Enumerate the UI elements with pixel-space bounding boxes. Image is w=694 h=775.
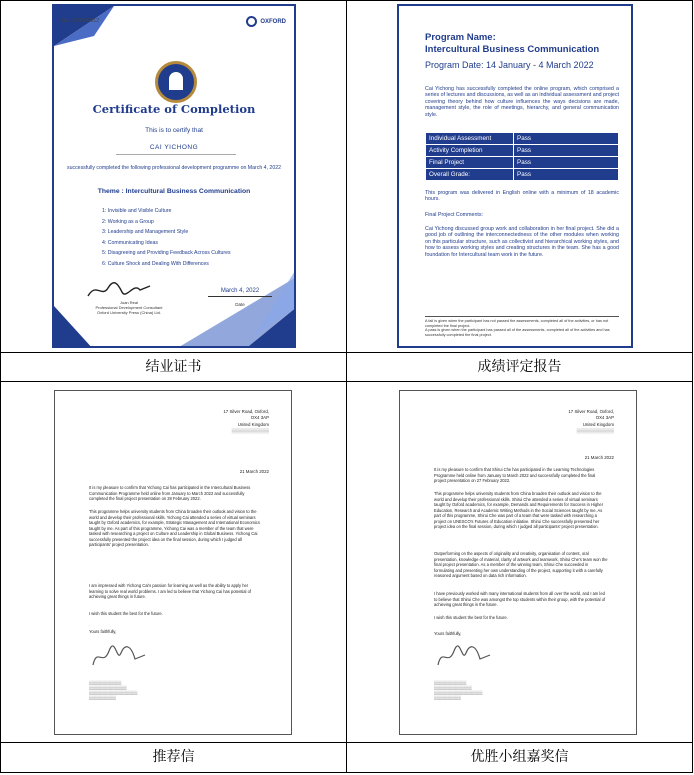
certify-text: This is to certify that xyxy=(145,127,203,134)
table-row: Overall Grade: Pass xyxy=(426,169,619,181)
module-item: 3: Leadership and Management Style xyxy=(102,229,189,235)
date-label: Date xyxy=(235,302,245,307)
table-row: Final Project Pass xyxy=(426,157,619,169)
comments-label: Final Project Comments: xyxy=(425,212,483,218)
results-table xyxy=(425,132,619,181)
letter-address: 17 Silver Road, Oxford, OX4 3AP United Kingdom ▒▒▒▒▒▒▒▒▒▒▒▒ xyxy=(223,409,269,434)
signer-block-blurred: ▒▒▒▒▒▒▒▒▒▒▒▒ ▒▒▒▒▒▒▒▒▒▒▒▒▒▒ ▒▒▒▒▒▒▒▒▒▒▒▒▒▒▒▒▒▒ ▒▒▒▒▒▒▒▒▒▒ xyxy=(434,681,483,700)
letter-paragraph: I wish this student the best for the future. xyxy=(434,615,508,620)
certificate-title: Certificate of Completion xyxy=(92,102,256,116)
module-item: 5: Disagreeing and Providing Feedback Across Cultures xyxy=(102,250,231,256)
oxford-circle-icon xyxy=(246,16,257,27)
signature-image xyxy=(89,641,149,671)
letter-paragraph: I wish this student the best for the future. xyxy=(89,611,163,616)
module-item: 6: Culture Shock and Dealing With Differences xyxy=(102,260,209,267)
recommendation-letter xyxy=(54,390,292,735)
award-letter xyxy=(399,390,637,735)
oxford-logo: OXFORD xyxy=(246,16,286,27)
certificate xyxy=(52,4,296,348)
letter-paragraph: I am impressed with Yichong Cai's passion for learning as well as the ability to apply her learning to solve real world problems. I am led to believe that Yichong Cai has potential of achieving great things in future. xyxy=(89,583,252,599)
letter-paragraph: Outperforming on the aspects of originality and creativity, organisation of content, oral presentation, knowledge of material, clarity of artwork and teamwork, Shirui Che's team won the final project presentation. As a member of the winning team, Shirui Che succeeded in formulating and presenting her own understanding of the project, supporting it with a carefully reasoned argument based on data rich information. xyxy=(434,551,608,578)
certificate-number: No. 2320000012 xyxy=(62,18,99,24)
letter-address: 17 Silver Road, Oxford, OX4 3AP United Kingdom ▒▒▒▒▒▒▒▒▒▒▒▒ xyxy=(568,409,614,434)
letter-paragraph: It is my pleasure to confirm that Shirui Che has participated in the Learning Technologies Programme held online from January to March 2022 and successfully completed the final project presentation on 27 February 2022. xyxy=(434,467,596,483)
name-underline xyxy=(116,154,236,155)
signer-block: Juan Real Professional Development Consultant Oxford University Press (China) Ltd. xyxy=(95,300,163,315)
signer-block-blurred: ▒▒▒▒▒▒▒▒▒▒▒▒ ▒▒▒▒▒▒▒▒▒▒▒▒▒▒ ▒▒▒▒▒▒▒▒▒▒▒▒▒▒▒▒▒▒ ▒▒▒▒▒▒▒▒▒▒ xyxy=(89,681,138,700)
table-row: Individual Assessment Pass xyxy=(426,133,619,145)
module-item: 2: Working as a Group xyxy=(102,218,154,225)
grading-notes: A fail is given when the participant has not passed the assessments, completed all of the activities, or has not completed the final project. A pass is given when the participant has passed all of the assessments, completed all of the activities and has successfully completed the final project. xyxy=(425,316,619,337)
letter-closing: Yours faithfully, xyxy=(89,629,117,634)
completion-text: successfully completed the following professional development programme on March 4, 2022 xyxy=(67,165,281,171)
recipient-name: CAI YICHONG xyxy=(149,144,199,151)
letter-paragraph: It is my pleasure to confirm that Yichong Cai has participated in the Intercultural Business Communication Programme held online from January to March 2022 and successfully completed the final project presentation on 28 February 2022. xyxy=(89,485,251,501)
module-item: 1: Invisible and Visible Culture xyxy=(102,208,172,214)
caption-award-letter: 优胜小组嘉奖信 xyxy=(346,742,693,773)
letter-paragraph: I have previously worked with many international students from all over the world, and I am led to believe that Shirui Che was amongst the top students within their group, with the potential of achieving great things in the future. xyxy=(434,591,606,607)
final-project-comments: Cai Yichong discussed group work and collaboration in her final project. She did a good job of outlining the interconnectedness of the other modules when working on this particular structure, such as collectivist and hierarchical working styles, and how to assess working styles and creating structures in the team. She has a good foundation for Intercultural team work in the future. xyxy=(425,226,619,258)
module-list xyxy=(102,206,231,269)
signature-image xyxy=(84,280,154,300)
caption-certificate: 结业证书 xyxy=(0,352,347,382)
module-item: 4: Communicating Ideas xyxy=(102,239,158,246)
program-heading: Program Name: Intercultural Business Communication xyxy=(425,32,600,55)
program-date: Program Date: 14 January - 4 March 2022 xyxy=(425,60,594,70)
letter-paragraph: This programme helps university students from China broaden their outlook and vision to the world and develop their professional skills. Yichong Cai attended a series of virtual seminars taught by Oxford academics, for example, Strategic Management and International Economics taught by me. As part of this programme, Yichong Cai was a member of the team that were tasked with researching a project on Culture and Leadership in Global Business. Yichong Cai successfully presented the project idea on the final session, during which I judged all participants' project presentation. xyxy=(89,509,260,547)
certificate-date: March 4, 2022 xyxy=(208,288,272,297)
letter-closing: Yours faithfully, xyxy=(434,631,462,636)
letter-date: 21 March 2022 xyxy=(584,455,614,460)
caption-letter: 推荐信 xyxy=(0,742,347,773)
programme-theme: Theme : Intercultural Business Communication xyxy=(97,188,251,195)
university-seal-icon xyxy=(155,61,197,103)
letter-date: 21 March 2022 xyxy=(239,469,269,474)
report-intro: Cai Yichong has successfully completed the online program, which comprised a series of lectures and discussions, as well as an individual assessment and project covering theory behind how culture influences the ways decisions are made, management style, the role of meetings, hierarchy, and general communication style. xyxy=(425,86,619,118)
table-row: Activity Completion Pass xyxy=(426,145,619,157)
letter-paragraph: This programme helps university students from China broaden their outlook and vision to the world and develop their professional skills. Shirui Che attended a series of virtual seminars taught by Oxford academics, for example, Demands and Requirements for Success in Higher Education, Research and Academic Writing Methods in the Social Sciences taught by me. As part of this programme, Shirui Che was part of a team that were tasked with researching a project on UNESCO's Futures of Education initiative. Shirui Che successfully presented her project idea on the final session, during which I judged all participants' project presentation. xyxy=(434,491,604,529)
delivery-note: This program was delivered in English online with a minimum of 18 academic hours. xyxy=(425,190,619,203)
grade-report xyxy=(397,4,633,348)
caption-report: 成绩评定报告 xyxy=(346,352,693,382)
signature-image xyxy=(434,641,494,671)
